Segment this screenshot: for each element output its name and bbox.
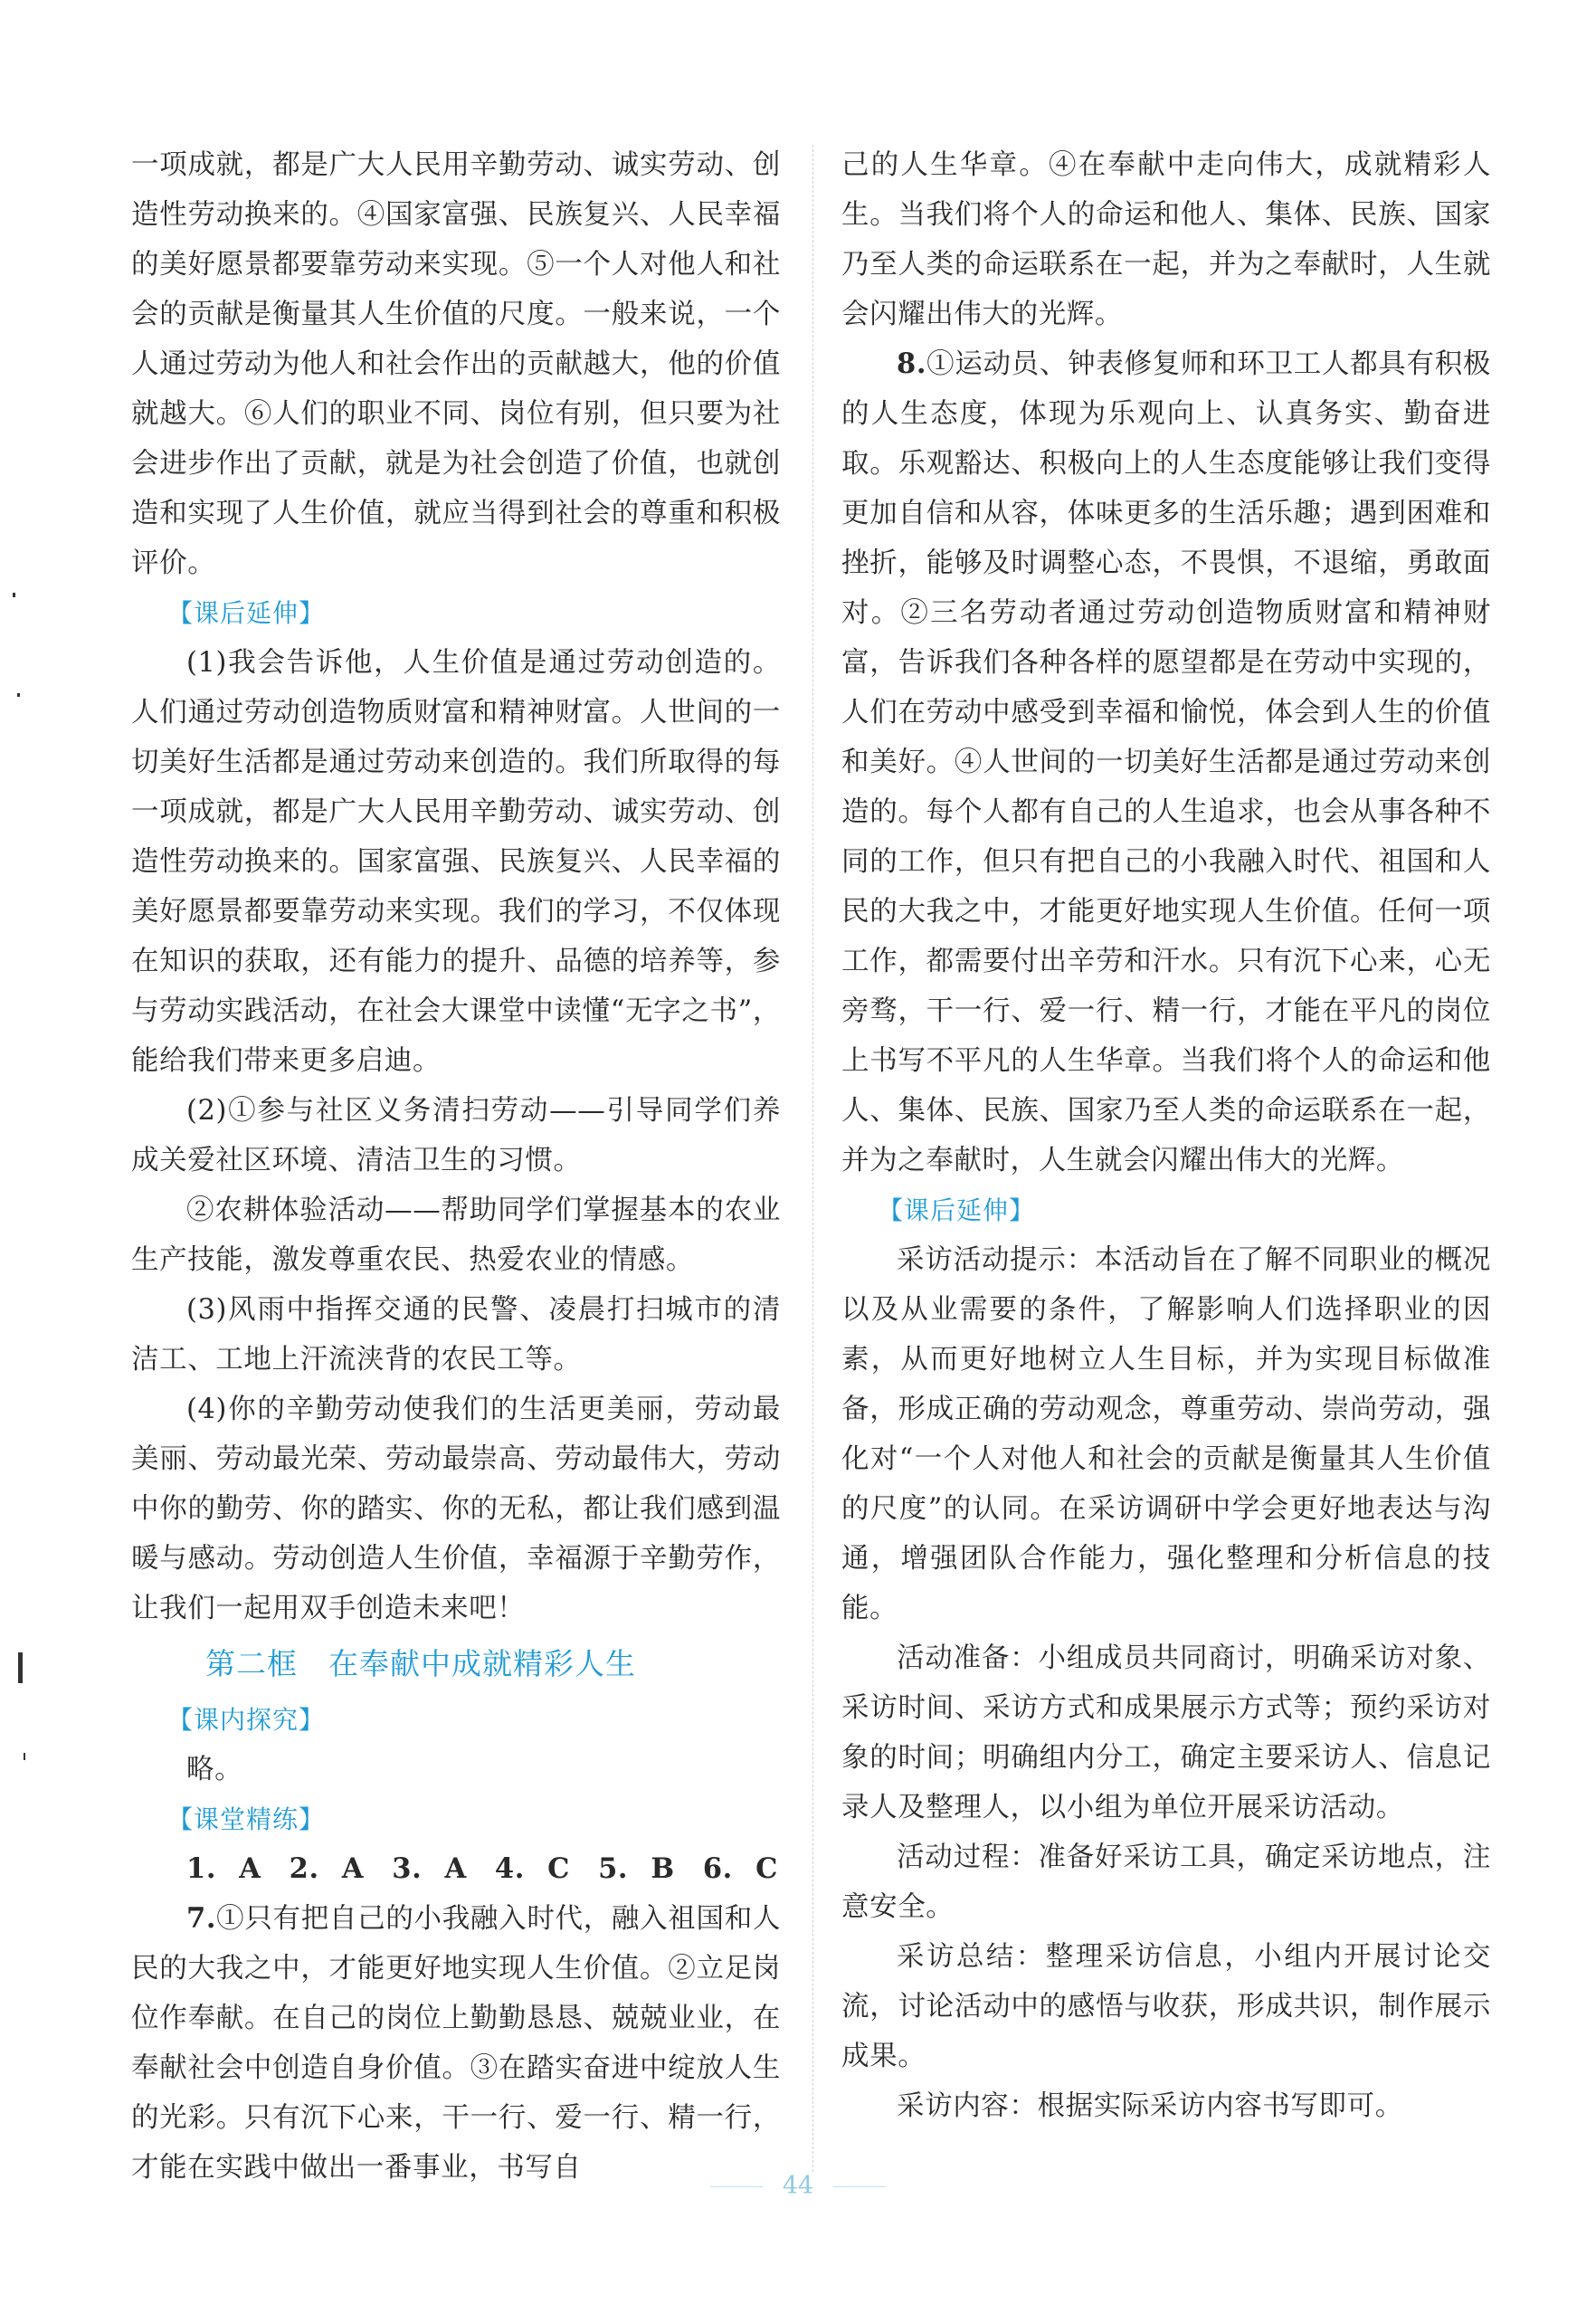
question-number: 8. xyxy=(897,347,927,380)
paragraph: 略。 xyxy=(186,1754,243,1785)
paragraph: 采访活动提示：本活动旨在了解不同职业的概况以及从业需要的条件，了解影响人们选择职业的因素，从而更好地树立人生目标，并为实现目标做准备，形成正确的劳动观念，尊重劳动、崇尚劳动，强化对“一个人对他人和社会的贡献是衡量其人生价值的尺度”的认同。在采访调研中学会更好地表达与沟通，增强团队合作能力，强化整理和分析信息的技能。 xyxy=(841,1244,1491,1624)
page-footer xyxy=(0,2172,1596,2200)
paragraph xyxy=(131,1894,781,2193)
question-answer: ①运动员、钟表修复师和环卫工人都具有积极的人生态度，体现为乐观向上、认真务实、勤奋进取。乐观豁达、积极向上的人生态度能够让我们变得更加自信和从容，体味更多的生活乐趣；遇到困难和挫折，能够及时调整心态，不畏惧，不退缩，勇敢面对。②三名劳动者通过劳动创造物质财富和精神财富，告诉我们各种各样的愿望都是在劳动中实现的，人们在劳动中感受到幸福和愉悦，体会到人生的价值和美好。④人世间的一切美好生活都是通过劳动来创造的。每个人都有自己的人生追求，也会从事各种不同的工作，但只有把自己的小我融入时代、祖国和人民的大我之中，才能更好地实现人生价值。任何一项工作，都需要付出辛劳和汗水。只有沉下心来，心无旁骛，干一行、爱一行、精一行，才能在平凡的岗位上书写不平凡的人生华章。当我们将个人的命运和他人、集体、民族、国家乃至人类的命运联系在一起，并为之奉献时，人生就会闪耀出伟大的光辉。 xyxy=(841,348,1491,1176)
scan-mark xyxy=(18,1652,23,1683)
question-answer: ①只有把自己的小我融入时代，融入祖国和人民的大我之中，才能更好地实现人生价值。②立足岗位作奉献。在自己的岗位上勤勤恳恳、兢兢业业，在奉献社会中创造自身价值。③在踏实奋进中绽放人生的光彩。只有沉下心来，干一行、爱一行、精一行，才能在实践中做出一番事业，书写自 xyxy=(131,1903,781,2184)
footer-rule xyxy=(710,2186,763,2187)
scan-mark xyxy=(13,593,15,597)
question-number: 7. xyxy=(186,1902,217,1935)
column-divider xyxy=(812,145,813,2172)
paragraph: 己的人生华章。④在奉献中走向伟大，成就精彩人生。当我们将个人的命运和他人、集体、民族、国家乃至人类的命运联系在一起，并为之奉献时，人生就会闪耀出伟大的光辉。 xyxy=(841,149,1491,330)
scan-mark xyxy=(17,693,20,697)
paragraph: (4)你的辛勤劳动使我们的生活更美丽，劳动最美丽、劳动最光荣、劳动最崇高、劳动最伟大，劳动中你的勤劳、你的踏实、你的无私，都让我们感到温暖与感动。劳动创造人生价值，幸福源于辛勤劳作，让我们一起用双手创造未来吧！ xyxy=(131,1394,781,1624)
left-column xyxy=(131,140,781,2193)
section-tag-after-class: 【课后延伸】 xyxy=(878,1195,1036,1225)
paragraph: 活动过程：准备好采访工具，确定采访地点，注意安全。 xyxy=(841,1842,1491,1923)
section-tag-practice: 【课堂精练】 xyxy=(167,1804,326,1834)
paragraph: (1)我会告诉他，人生价值是通过劳动创造的。人们通过劳动创造物质财富和精神财富。人世间的一切美好生活都是通过劳动来创造的。我们所取得的每一项成就，都是广大人民用辛勤劳动、诚实劳动、创造性劳动换来的。国家富强、民族复兴、人民幸福的美好愿景都要靠劳动来实现。我们的学习，不仅体现在知识的获取，还有能力的提升、品德的培养等，参与劳动实践活动，在社会大课堂中读懂“无字之书”，能给我们带来更多启迪。 xyxy=(131,647,781,1077)
page-number: 44 xyxy=(782,2172,814,2200)
right-column xyxy=(841,140,1491,2131)
section-tag-in-class: 【课内探究】 xyxy=(167,1705,326,1735)
footer-rule xyxy=(833,2186,886,2187)
paragraph: 一项成就，都是广大人民用辛勤劳动、诚实劳动、创造性劳动换来的。④国家富强、民族复兴、人民幸福的美好愿景都要靠劳动来实现。⑤一个人对他人和社会的贡献是衡量其人生价值的尺度。一般来说，一个人通过劳动为他人和社会作出的贡献越大，他的价值就越大。⑥人们的职业不同、岗位有别，但只要为社会进步作出了贡献，就是为社会创造了价值，也就创造和实现了人生价值，就应当得到社会的尊重和积极评价。 xyxy=(131,149,781,579)
scan-mark xyxy=(24,1753,25,1760)
paragraph: (2)①参与社区义务清扫劳动——引导同学们养成关爱社区环境、清洁卫生的习惯。 xyxy=(131,1095,781,1176)
section-tag-after-class: 【课后延伸】 xyxy=(167,598,326,628)
answer-key: 1. A 2. A 3. A 4. C 5. B 6. C xyxy=(186,1852,778,1885)
paragraph: 采访总结：整理采访信息，小组内开展讨论交流，讨论活动中的感悟与收获，形成共识，制作展示成果。 xyxy=(841,1941,1491,2072)
paragraph: 活动准备：小组成员共同商讨，明确采访对象、采访时间、采访方式和成果展示方式等；预约采访对象的时间；明确组内分工，确定主要采访人、信息记录人及整理人，以小组为单位开展采访活动。 xyxy=(841,1642,1491,1823)
paragraph: ②农耕体验活动——帮助同学们掌握基本的农业生产技能，激发尊重农民、热爱农业的情感。 xyxy=(131,1195,781,1276)
section-heading: 第二框 在奉献中成就精彩人生 xyxy=(205,1646,636,1681)
paragraph xyxy=(841,339,1491,1185)
paragraph: (3)风雨中指挥交通的民警、凌晨打扫城市的清洁工、工地上汗流浃背的农民工等。 xyxy=(131,1294,781,1375)
paragraph: 采访内容：根据实际采访内容书写即可。 xyxy=(897,2090,1403,2122)
